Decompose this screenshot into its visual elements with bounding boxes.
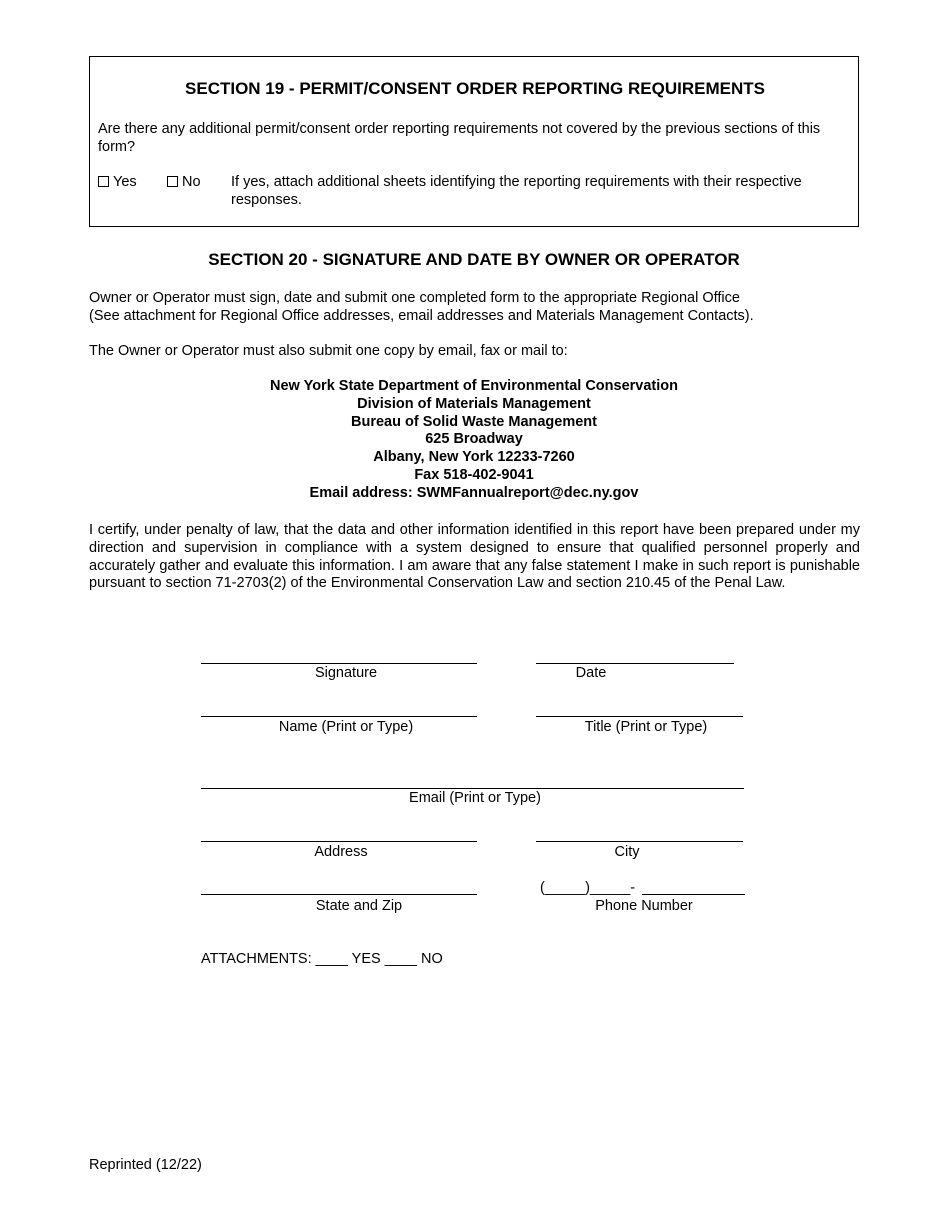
title-label: Title (Print or Type) [584, 719, 708, 735]
reprinted-footer: Reprinted (12/22) [89, 1157, 202, 1173]
certification-statement: I certify, under penalty of law, that the data and other information identified in this report have been prepared under my direction and supervision in compliance with a system designed to ensure that qualified personnel properly and accurately gather and evaluate this information. I am aware that any false statement I make in such report is punishable pursuant to section 71-2703(2) of the Environmental Conservation Law and section 210.45 of the Penal Law. [89, 522, 860, 592]
date-label: Date [575, 665, 607, 681]
phone-template: (_____)_____- [540, 880, 636, 896]
name-line[interactable] [201, 716, 477, 717]
section-19-box [89, 56, 859, 227]
phone-label: Phone Number [595, 898, 693, 914]
address-field-line[interactable] [201, 841, 477, 842]
email-line[interactable] [201, 788, 744, 789]
state-zip-line[interactable] [201, 894, 477, 895]
phone-line[interactable] [642, 894, 745, 895]
signature-line[interactable] [201, 663, 477, 664]
address-line: Albany, New York 12233-7260 [373, 449, 575, 466]
yes-instructions: If yes, attach additional sheets identifying the reporting requirements with their respective responses. [231, 174, 802, 208]
address-line: 625 Broadway [425, 431, 523, 448]
yes-checkbox[interactable] [98, 176, 109, 187]
city-line[interactable] [536, 841, 743, 842]
address-line: Division of Materials Management [357, 395, 591, 412]
name-label: Name (Print or Type) [278, 719, 414, 735]
no-checkbox[interactable] [167, 176, 178, 187]
intro-line-1: Owner or Operator must sign, date and submit one completed form to the appropriate Regional Office [89, 290, 740, 306]
email-label: Email (Print or Type) [409, 790, 541, 806]
section-19-title: SECTION 19 - PERMIT/CONSENT ORDER REPORTING REQUIREMENTS [185, 79, 765, 98]
address-line: Bureau of Solid Waste Management [351, 413, 597, 430]
address-email: Email address: SWMFannualreport@dec.ny.gov [309, 484, 639, 501]
no-label: No [182, 174, 201, 190]
signature-label: Signature [314, 665, 378, 681]
address-fax: Fax 518-402-9041 [414, 466, 534, 483]
date-line[interactable] [536, 663, 734, 664]
no-option[interactable] [167, 174, 201, 190]
section-20-title: SECTION 20 - SIGNATURE AND DATE BY OWNER OR OPERATOR [208, 250, 740, 269]
city-label: City [614, 844, 640, 860]
copy-instruction: The Owner or Operator must also submit one copy by email, fax or mail to: [89, 343, 568, 359]
mailing-address [89, 378, 859, 503]
address-line: New York State Department of Environmental Conservation [270, 378, 678, 394]
attachments-field[interactable]: ATTACHMENTS: ____ YES ____ NO [201, 951, 443, 967]
title-line[interactable] [536, 716, 743, 717]
yes-option[interactable] [98, 174, 137, 190]
address-field-label: Address [314, 844, 368, 860]
yes-label: Yes [113, 174, 137, 190]
section-19-question: Are there any additional permit/consent order reporting requirements not covered by the previous sections of this form? [98, 121, 821, 155]
section-20-intro [89, 290, 754, 326]
state-zip-label: State and Zip [315, 898, 403, 914]
intro-line-2: (See attachment for Regional Office addresses, email addresses and Materials Management Contacts). [89, 307, 754, 324]
